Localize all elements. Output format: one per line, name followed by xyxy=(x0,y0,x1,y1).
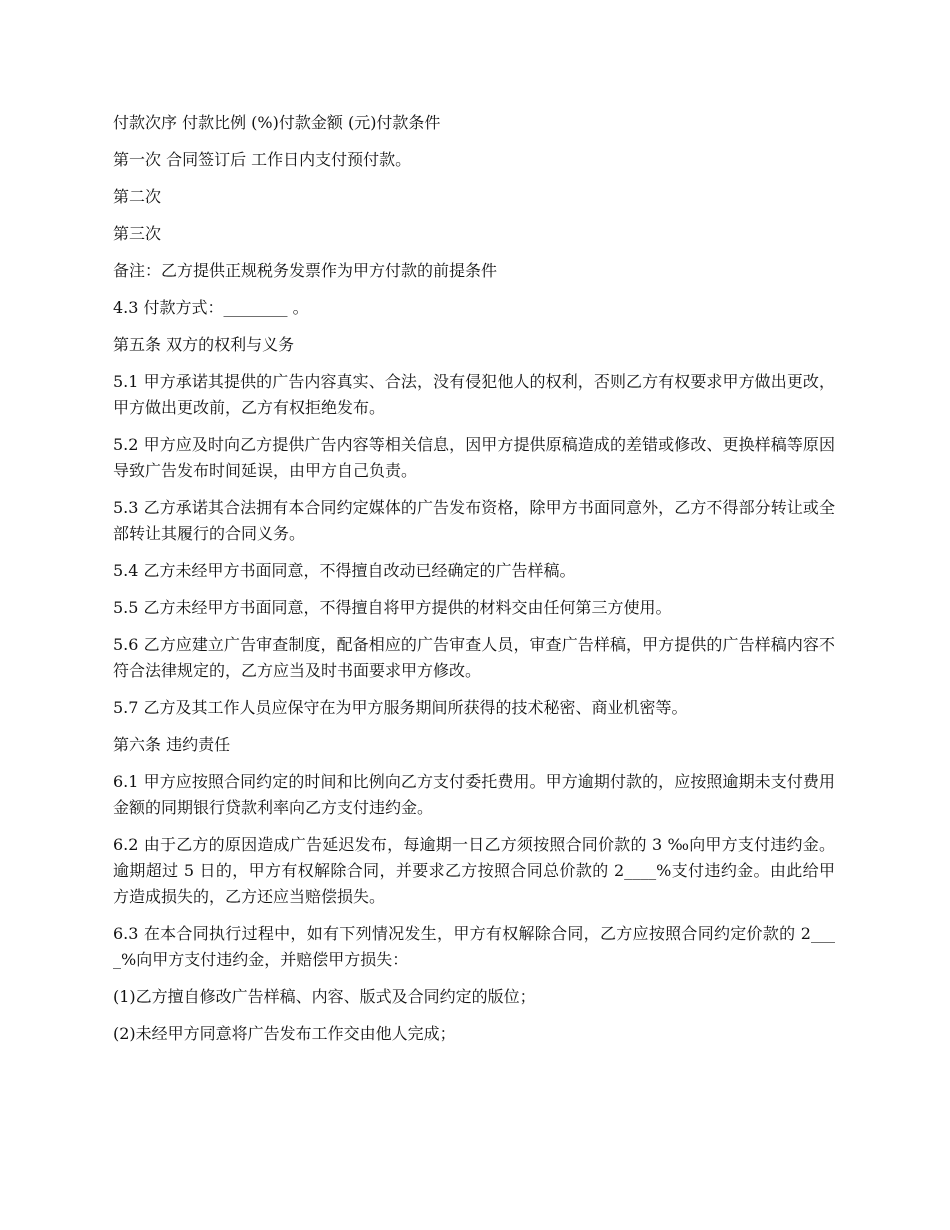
clause-5-2: 5.2 甲方应及时向乙方提供广告内容等相关信息，因甲方提供原稿造成的差错或修改、更换样稿等原因导致广告发布时间延误，由甲方自己负责。 xyxy=(113,435,835,480)
clause-6-3-item-2: (2)未经甲方同意将广告发布工作交由他人完成； xyxy=(113,1024,456,1043)
payment-row-first: 第一次 合同签订后 工作日内支付预付款。 xyxy=(113,150,412,169)
article-5-heading: 第五条 双方的权利与义务 xyxy=(113,335,295,354)
clause-4-3: 4.3 付款方式：________ 。 xyxy=(113,298,309,317)
clause-6-2: 6.2 由于乙方的原因造成广告延迟发布，每逾期一日乙方须按照合同价款的 3 ‰向甲方支付违约金。逾期超过 5 日的，甲方有权解除合同，并要求乙方按照合同总价款的 2____%支付违约金。由此给甲方造成损失的，乙方还应当赔偿损失。 xyxy=(113,835,835,906)
clause-5-6: 5.6 乙方应建立广告审查制度，配备相应的广告审查人员，审查广告样稿，甲方提供的广告样稿内容不符合法律规定的，乙方应当及时书面要求甲方修改。 xyxy=(113,635,835,680)
clause-5-7: 5.7 乙方及其工作人员应保守在为甲方服务期间所获得的技术秘密、商业机密等。 xyxy=(113,698,688,717)
payment-row-third: 第三次 xyxy=(113,224,162,243)
clause-6-1: 6.1 甲方应按照合同约定的时间和比例向乙方支付委托费用。甲方逾期付款的，应按照逾期未支付费用金额的同期银行贷款利率向乙方支付违约金。 xyxy=(113,772,835,817)
article-6-heading: 第六条 违约责任 xyxy=(113,735,231,754)
clause-6-3: 6.3 在本合同执行过程中，如有下列情况发生，甲方有权解除合同，乙方应按照合同约定价款的 2____%向甲方支付违约金，并赔偿甲方损失： xyxy=(113,924,835,969)
clause-5-5: 5.5 乙方未经甲方书面同意，不得擅自将甲方提供的材料交由任何第三方使用。 xyxy=(113,598,672,617)
payment-row-second: 第二次 xyxy=(113,187,162,206)
clause-5-3: 5.3 乙方承诺其合法拥有本合同约定媒体的广告发布资格，除甲方书面同意外，乙方不得部分转让或全部转让其履行的合同义务。 xyxy=(113,498,835,543)
payment-table-header: 付款次序 付款比例 (%)付款金额 (元)付款条件 xyxy=(113,113,441,132)
payment-note: 备注：乙方提供正规税务发票作为甲方付款的前提条件 xyxy=(113,261,498,280)
clause-5-1: 5.1 甲方承诺其提供的广告内容真实、合法，没有侵犯他人的权利，否则乙方有权要求甲方做出更改，甲方做出更改前，乙方有权拒绝发布。 xyxy=(113,372,835,417)
clause-5-4: 5.4 乙方未经甲方书面同意，不得擅自改动已经确定的广告样稿。 xyxy=(113,561,576,580)
clause-6-3-item-1: (1)乙方擅自修改广告样稿、内容、版式及合同约定的版位； xyxy=(113,987,536,1006)
document-body xyxy=(113,110,835,1058)
